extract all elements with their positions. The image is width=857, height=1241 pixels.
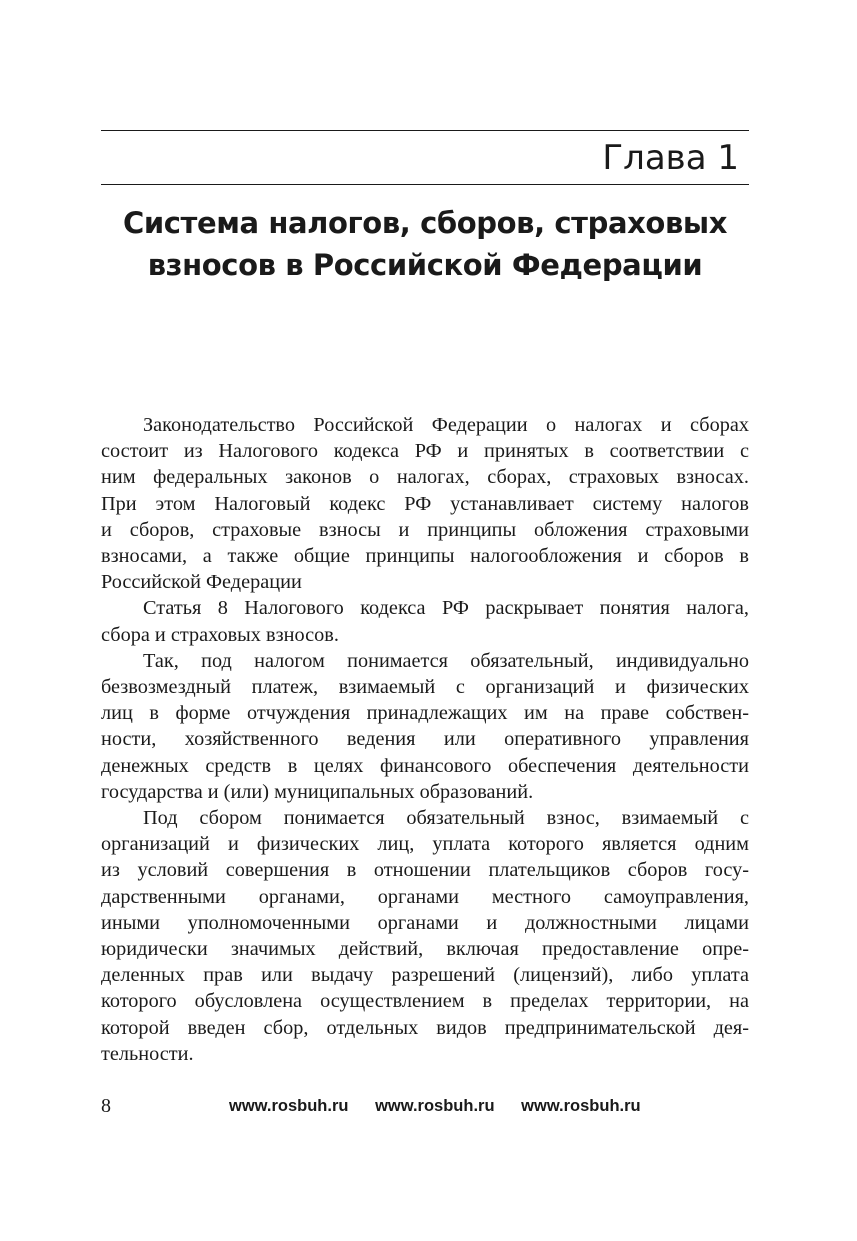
text-line: состоит из Налогового кодекса РФ и принятых в соответствии с: [101, 440, 749, 463]
page-number: 8: [101, 1095, 111, 1117]
text-line: лиц в форме отчуждения принадлежащих им на праве собствен-: [101, 702, 749, 725]
text-line: ним федеральных законов о налогах, сборах, страховых взносах.: [101, 466, 749, 489]
text-line: сбора и страховых взносов.: [101, 623, 339, 646]
text-line: взносами, а также общие принципы налогообложения и сборов в: [101, 545, 749, 568]
paragraph-3: [101, 648, 749, 805]
footer-link[interactable]: www.rosbuh.ru: [375, 1097, 495, 1115]
page-footer: [101, 1092, 749, 1120]
text-line: юридически значимых действий, включая предоставление опре-: [101, 938, 749, 961]
text-line: Законодательство Российской Федерации о налогах и сборах: [143, 414, 749, 436]
chapter-title-line-1: Система налогов, сборов, страховых: [122, 206, 728, 240]
footer-links: [229, 1092, 663, 1120]
paragraph-2: [101, 595, 749, 647]
text-line: иными уполномоченными органами и должностными лицами: [101, 911, 749, 934]
text-line: Российской Федерации: [101, 571, 302, 594]
text-line: из условий совершения в отношении плательщиков сборов госу-: [101, 859, 749, 882]
paragraph-4: [101, 805, 749, 1067]
text-line: деленных прав или выдачу разрешений (лицензий), либо уплата: [101, 964, 749, 987]
footer-link[interactable]: www.rosbuh.ru: [521, 1097, 641, 1115]
text-line: которого обусловлена осуществлением в пределах территории, на: [101, 990, 749, 1013]
chapter-rule-top: [101, 130, 749, 131]
chapter-label: Глава 1: [602, 138, 739, 178]
text-line: безвозмездный платеж, взимаемый с организаций и физических: [101, 676, 749, 699]
chapter-rule-bottom: [101, 184, 749, 185]
paragraph-1: [101, 412, 749, 595]
text-line: которой введен сбор, отдельных видов предпринимательской дея-: [101, 1016, 749, 1039]
text-line: ности, хозяйственного ведения или оперативного управления: [101, 728, 749, 751]
text-line: Так, под налогом понимается обязательный, индивидуально: [143, 649, 749, 672]
text-line: Под сбором понимается обязательный взнос, взимаемый с: [143, 807, 749, 830]
text-line: дарственными органами, органами местного самоуправления,: [101, 885, 749, 908]
body-text: [101, 412, 749, 1067]
text-line: тельности.: [101, 1042, 194, 1065]
chapter-title-line-2: взносов в Российской Федерации: [147, 248, 703, 282]
text-line: Статья 8 Налогового кодекса РФ раскрывает понятия налога,: [143, 597, 749, 620]
text-line: государства и (или) муниципальных образований.: [101, 780, 534, 803]
text-line: и сборов, страховые взносы и принципы обложения страховыми: [101, 518, 749, 541]
chapter-title: [95, 202, 755, 286]
text-line: организаций и физических лиц, уплата которого является одним: [101, 833, 749, 856]
text-line: При этом Налоговый кодекс РФ устанавливает систему налогов: [101, 492, 749, 515]
text-line: денежных средств в целях финансового обеспечения деятельности: [101, 754, 749, 777]
footer-link[interactable]: www.rosbuh.ru: [229, 1097, 349, 1115]
